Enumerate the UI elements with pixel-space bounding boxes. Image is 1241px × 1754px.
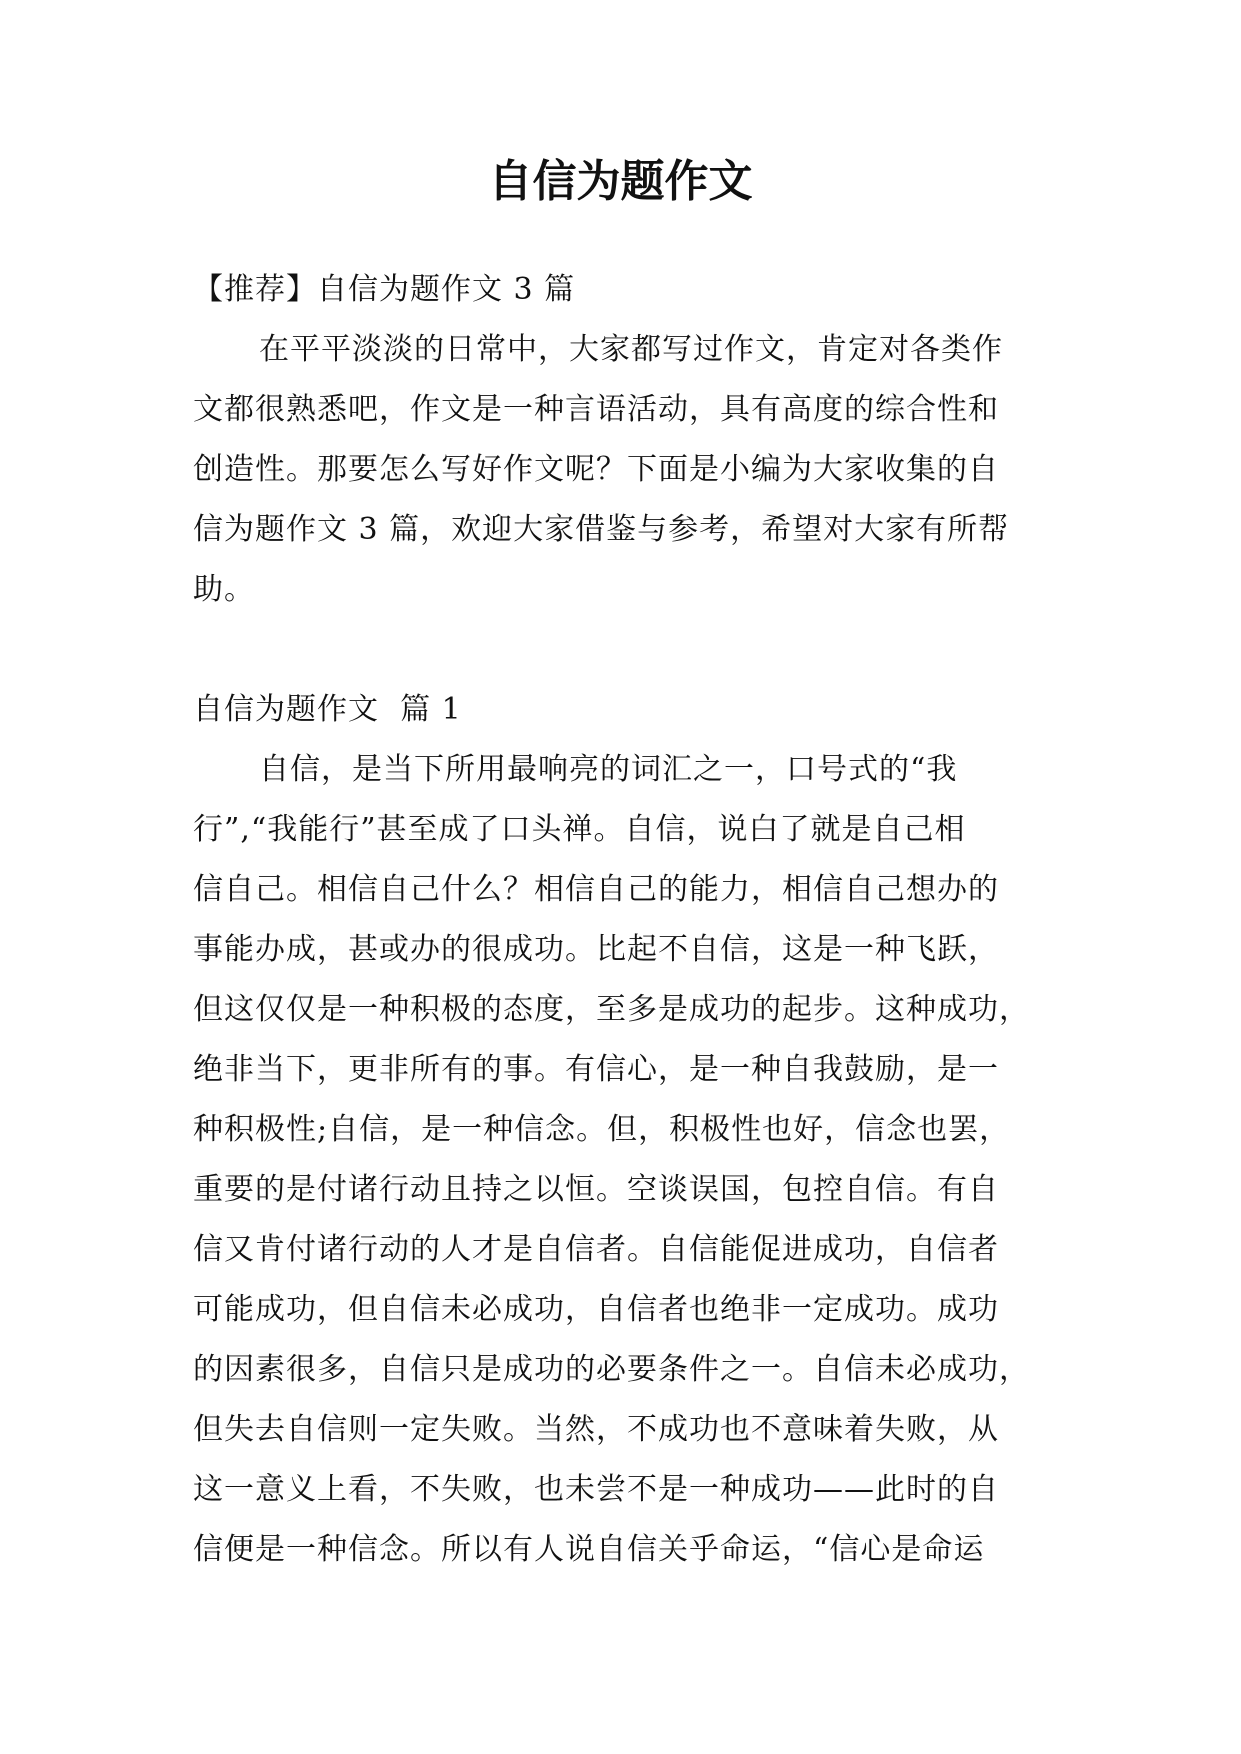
body-line: 信自己。相信自己什么？相信自己的能力，相信自己想办的 — [193, 872, 999, 907]
document-body — [193, 260, 1063, 1580]
body-line: 但这仅仅是一种积极的态度，至多是成功的起步。这种成功， — [193, 992, 1030, 1027]
body-line: 的因素很多，自信只是成功的必要条件之一。自信未必成功， — [193, 1352, 1030, 1387]
body-line: 事能办成，甚或办的很成功。比起不自信，这是一种飞跃， — [193, 932, 999, 967]
body-line: 种积极性;自信，是一种信念。但，积极性也好，信念也罢， — [193, 1112, 1011, 1147]
body-line: 绝非当下，更非所有的事。有信心，是一种自我鼓励，是一 — [193, 1052, 999, 1087]
body-line: 行”,“我能行”甚至成了口头禅。自信，说白了就是自己相 — [193, 812, 966, 847]
section-heading: 自信为题作文 篇 1 — [193, 692, 462, 727]
body-line: 信又肯付诸行动的人才是自信者。自信能促进成功，自信者 — [193, 1232, 999, 1267]
body-line: 但失去自信则一定失败。当然，不成功也不意味着失败，从 — [193, 1412, 999, 1447]
body-line: 这一意义上看，不失败，也未尝不是一种成功——此时的自 — [193, 1472, 999, 1507]
intro-line: 助。 — [193, 572, 255, 607]
body-line: 信便是一种信念。所以有人说自信关乎命运，“信心是命运 — [193, 1532, 985, 1567]
body-line: 重要的是付诸行动且持之以恒。空谈误国，包控自信。有自 — [193, 1172, 999, 1207]
intro-line: 信为题作文 3 篇，欢迎大家借鉴与参考，希望对大家有所帮 — [193, 512, 1010, 547]
intro-line: 文都很熟悉吧，作文是一种言语活动，具有高度的综合性和 — [193, 392, 999, 427]
document-title: 自信为题作文 — [488, 156, 753, 207]
body-line: 可能成功，但自信未必成功，自信者也绝非一定成功。成功 — [193, 1292, 999, 1327]
body-line: 自信，是当下所用最响亮的词汇之一，口号式的“我 — [259, 752, 958, 787]
intro-line: 在平平淡淡的日常中，大家都写过作文，肯定对各类作 — [259, 332, 1003, 367]
paragraph-gap — [193, 620, 1063, 680]
intro-line: 创造性。那要怎么写好作文呢？下面是小编为大家收集的自 — [193, 452, 999, 487]
subtitle: 【推荐】自信为题作文 3 篇 — [193, 272, 576, 307]
